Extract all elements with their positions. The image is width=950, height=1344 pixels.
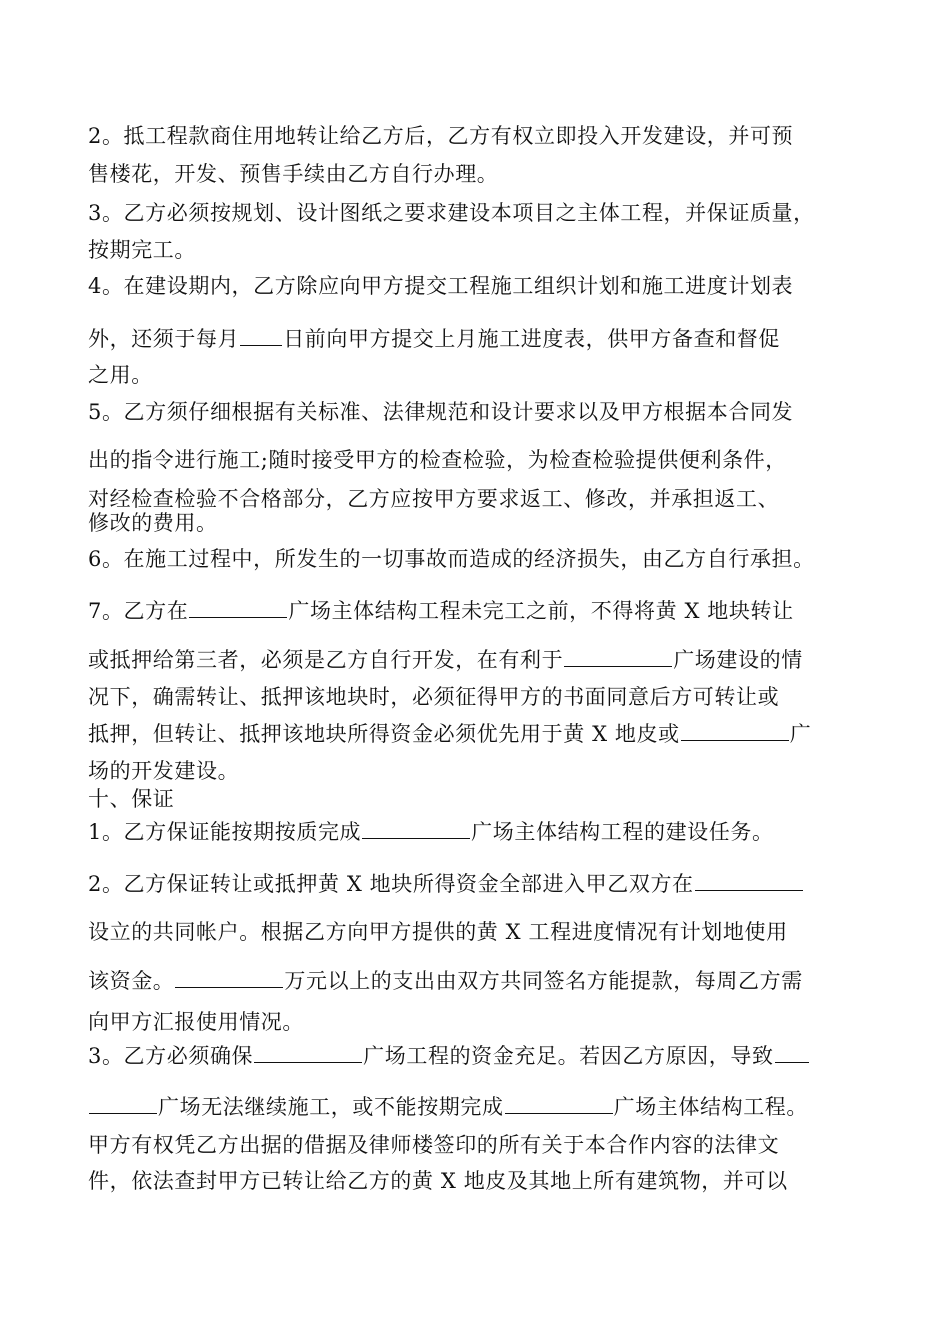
text: 日前向甲方提交上月施工进度表，供甲方备查和督促 — [283, 327, 781, 351]
text: 售楼花，开发、预售手续由乙方自行办理。 — [88, 162, 499, 186]
text: 设立的共同帐户。根据乙方向甲方提供的黄 X 工程进度情况有计划地使用 — [88, 920, 788, 944]
text: 5。乙方须仔细根据有关标准、法律规范和设计要求以及甲方根据本合同发 — [88, 400, 794, 424]
fill-blank — [505, 1093, 613, 1114]
text: 万元以上的支出由双方共同签名方能提款，每周乙方需 — [284, 969, 803, 993]
text: 2。乙方保证转让或抵押黄 X 地块所得资金全部进入甲乙双方在 — [88, 872, 694, 896]
section-heading — [88, 785, 174, 813]
fill-blank — [362, 818, 470, 839]
text: 修改的费用。 — [88, 511, 218, 535]
guarantee-2-line-2 — [88, 918, 788, 946]
fill-blank — [564, 646, 672, 667]
fill-blank — [175, 967, 283, 988]
text: 或抵押给第三者，必须是乙方自行开发，在有利于 — [88, 648, 564, 672]
text: 按期完工。 — [88, 238, 196, 262]
guarantee-3-line-1 — [88, 1042, 810, 1070]
text: 广场无法继续施工，或不能按期完成 — [158, 1095, 504, 1119]
fill-blank — [89, 1093, 157, 1114]
text: 广场主体结构工程。 — [613, 1095, 809, 1119]
text: 3。乙方必须按规划、设计图纸之要求建设本项目之主体工程，并保证质量， — [88, 201, 815, 225]
text: 广场主体结构工程未完工之前，不得将黄 X 地块转让 — [288, 599, 794, 623]
text: 1。乙方保证能按期按质完成 — [88, 820, 362, 844]
clause-2-line-1 — [88, 122, 793, 150]
text: 3。乙方必须确保 — [88, 1044, 254, 1068]
text: 2。抵工程款商住用地转让给乙方后，乙方有权立即投入开发建设，并可预 — [88, 124, 794, 148]
guarantee-2-line-1 — [88, 870, 804, 898]
clause-5-line-2 — [88, 446, 787, 474]
text: 之用。 — [88, 363, 153, 387]
text: 广场建设的情 — [673, 648, 803, 672]
text: 甲方有权凭乙方出据的借据及律师楼签印的所有关于本合作内容的法律文 — [88, 1133, 780, 1157]
text: 该资金。 — [88, 969, 175, 993]
guarantee-3-line-4 — [88, 1167, 788, 1195]
text: 广 — [789, 722, 812, 746]
fill-blank — [240, 325, 282, 346]
clause-3-line-2 — [88, 236, 196, 264]
fill-blank — [254, 1042, 362, 1063]
text: 广场工程的资金充足。若因乙方原因，导致 — [363, 1044, 774, 1068]
fill-blank — [695, 870, 803, 891]
text: 7。乙方在 — [88, 599, 189, 623]
clause-7-line-1 — [88, 597, 794, 625]
clause-5-line-4 — [88, 509, 218, 537]
text: 4。在建设期内，乙方除应向甲方提交工程施工组织计划和施工进度计划表 — [88, 274, 794, 298]
text: 向甲方汇报使用情况。 — [88, 1010, 304, 1034]
clause-4-line-1 — [88, 272, 793, 300]
clause-3-line-1 — [88, 199, 815, 227]
clause-4-line-3 — [88, 361, 153, 389]
text: 件，依法查封甲方已转让给乙方的黄 X 地皮及其地上所有建筑物，并可以 — [88, 1169, 788, 1193]
clause-6-line-1 — [88, 545, 815, 573]
guarantee-2-line-3 — [88, 967, 803, 995]
clause-2-line-2 — [88, 160, 498, 188]
clause-5-line-1 — [88, 398, 793, 426]
text: 况下，确需转让、抵押该地块时，必须征得甲方的书面同意后方可转让或 — [88, 685, 780, 709]
clause-7-line-5 — [88, 757, 239, 785]
text: 广场主体结构工程的建设任务。 — [471, 820, 774, 844]
fill-blank — [681, 720, 789, 741]
clause-4-line-2 — [88, 325, 780, 353]
guarantee-3-line-3 — [88, 1131, 779, 1159]
section-title: 十、保证 — [88, 787, 175, 811]
guarantee-1-line-1 — [88, 818, 774, 846]
guarantee-2-line-4 — [88, 1008, 304, 1036]
fill-blank — [189, 597, 287, 618]
text: 对经检查检验不合格部分，乙方应按甲方要求返工、修改，并承担返工、 — [88, 487, 780, 511]
text: 外，还须于每月 — [88, 327, 240, 351]
clause-7-line-2 — [88, 646, 803, 674]
clause-7-line-4 — [88, 720, 811, 748]
text: 6。在施工过程中，所发生的一切事故而造成的经济损失，由乙方自行承担。 — [88, 547, 815, 571]
fill-blank — [775, 1042, 809, 1063]
clause-7-line-3 — [88, 683, 779, 711]
text: 抵押，但转让、抵押该地块所得资金必须优先用于黄 X 地皮或 — [88, 722, 680, 746]
text: 场的开发建设。 — [88, 759, 240, 783]
text: 出的指令进行施工;随时接受甲方的检查检验，为检查检验提供便利条件， — [88, 448, 787, 472]
guarantee-3-line-2 — [88, 1093, 808, 1121]
